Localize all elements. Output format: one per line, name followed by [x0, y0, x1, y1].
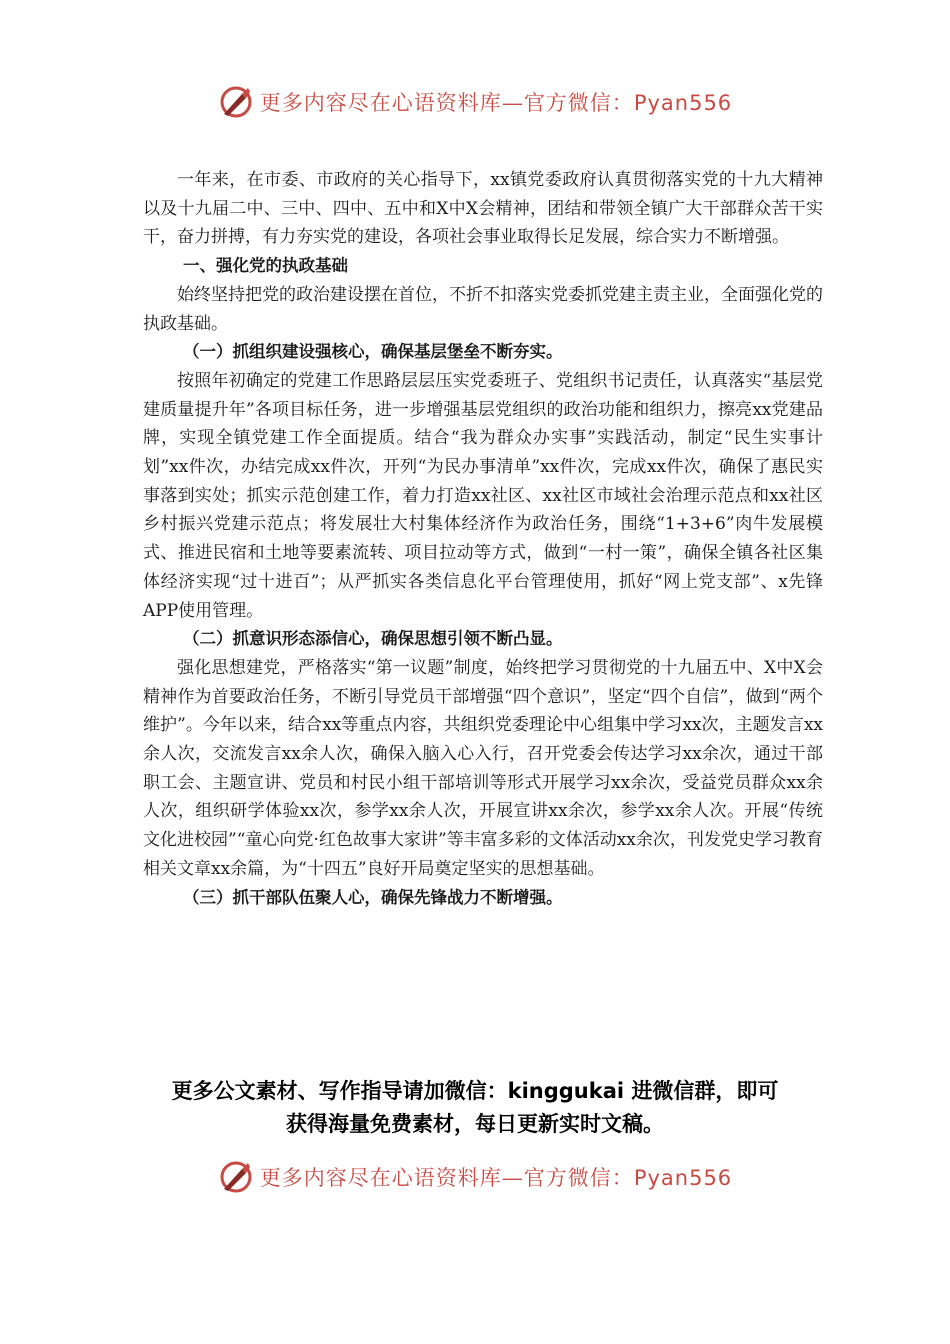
promo-line-2: 获得海量免费素材，每日更新实时文稿。: [286, 1112, 664, 1136]
banner-title: 更多内容尽在心语资料库: [259, 91, 502, 115]
pen-circle-logo-icon: [218, 84, 254, 120]
banner-wechat-id: Pyan556: [633, 91, 733, 115]
section-heading: 一、强化党的执政基础: [183, 256, 348, 276]
section-lead-paragraph: 始终坚持把党的政治建设摆在首位，不折不扣落实党委抓党建主责主业，全面强化党的执政基础。: [143, 284, 823, 334]
promo-notice: [0, 1075, 950, 1141]
intro-paragraph: 一年来，在市委、市政府的关心指导下，xx镇党委政府认真贯彻落实党的十九大精神以及十九届二中、三中、四中、五中和X中X会精神，团结和带领全镇广大干部群众苦干实干，奋力拼搏，有力夯实党的建设，各项社会事业取得长足发展，综合实力不断增强。: [143, 170, 823, 248]
banner-text: [260, 1162, 732, 1192]
banner-dash: —: [501, 1166, 524, 1190]
footer-watermark-banner: [0, 1155, 950, 1199]
banner-text: [260, 87, 732, 117]
subsection-paragraph-1: 按照年初确定的党建工作思路层层压实党委班子、党组织书记责任，认真落实“基层党建质量提升年”各项目标任务，进一步增强基层党组织的政治功能和组织力，擦亮xx党建品牌，实现全镇党建工作全面提质。结合“我为群众办实事”实践活动，制定“民生实事计划”xx件次，办结完成xx件次，开列“为民办事清单”xx件次，完成xx件次，确保了惠民实事落到实处；抓实示范创建工作，着力打造xx社区、xx社区市域社会治理示范点和xx社区乡村振兴党建示范点；将发展壮大村集体经济作为政治任务，围绕“1+3+6”肉牛发展模式、推进民宿和土地等要素流转、项目拉动等方式，做到“一村一策”，确保全镇各社区集体经济实现“过十进百”；从严抓实各类信息化平台管理使用，抓好“网上党支部”、x先锋APP使用管理。: [143, 370, 823, 621]
header-watermark-banner: [0, 80, 950, 124]
subsection-heading-2: （二）抓意识形态添信心，确保思想引领不断凸显。: [183, 629, 563, 649]
banner-wechat-label: 官方微信：: [523, 91, 634, 115]
subsection-heading-1: （一）抓组织建设强核心，确保基层堡垒不断夯实。: [183, 342, 563, 362]
banner-title: 更多内容尽在心语资料库: [259, 1166, 502, 1190]
subsection-heading-3: （三）抓干部队伍聚人心，确保先锋战力不断增强。: [183, 887, 563, 907]
banner-wechat-label: 官方微信：: [523, 1166, 634, 1190]
document-body: [143, 166, 823, 912]
banner-dash: —: [501, 91, 524, 115]
promo-line-1: 更多公文素材、写作指导请加微信：kinggukai 进微信群，即可: [171, 1079, 779, 1103]
subsection-paragraph-2: 强化思想建党，严格落实“第一议题”制度，始终把学习贯彻党的十九届五中、X中X会精神作为首要政治任务，不断引导党员干部增强“四个意识”，坚定“四个自信”，做到“两个维护”。今年以来，结合xx等重点内容，共组织党委理论中心组集中学习xx次，主题发言xx余人次，交流发言xx余人次，确保入脑入心入行，召开党委会传达学习xx余次，通过干部职工会、主题宣讲、党员和村民小组干部培训等形式开展学习xx余次，受益党员群众xx余人次，组织研学体验xx次，参学xx余人次，开展宣讲xx余次，参学xx余人次。开展“传统文化进校园”“童心向党·红色故事大家讲”等丰富多彩的文体活动xx余次，刊发党史学习教育相关文章xx余篇，为“十四五”良好开局奠定坚实的思想基础。: [143, 657, 823, 879]
pen-circle-logo-icon: [218, 1159, 254, 1195]
banner-wechat-id: Pyan556: [633, 1166, 733, 1190]
